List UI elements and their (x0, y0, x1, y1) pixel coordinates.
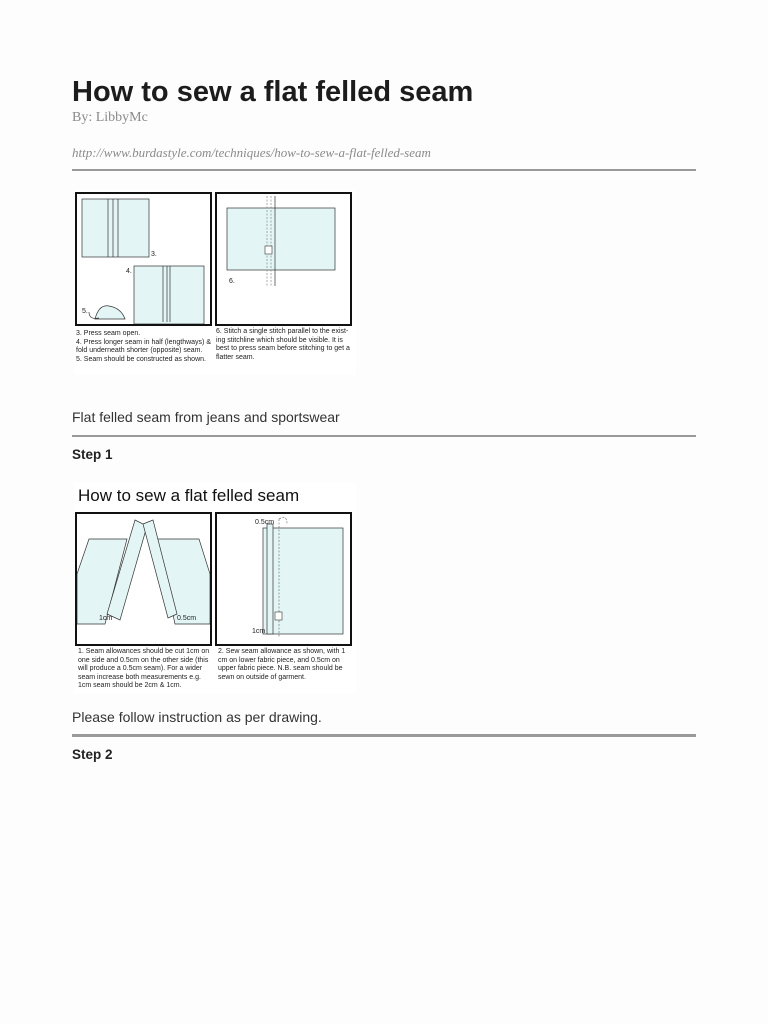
figure-text-step-2: 2. Sew seam allowance as shown, with 1 cm on lower fabric piece, and 0.5cm on upper fabric piece. N.B. seam should be sewn on outside of garment. (218, 648, 346, 681)
step-1-heading: Step 1 (72, 447, 113, 462)
figure-text-steps-3-5: 3. Press seam open. 4. Press longer seam in half (lengthways) & fold underneath shorter (opposite) seam. 5. Seam should be constructed as shown. (76, 330, 212, 363)
figure-panel-step-6 (215, 192, 352, 326)
figure-step-1 (74, 482, 356, 694)
label-step5: 5. (82, 308, 88, 315)
page-title: How to sew a flat felled seam (72, 76, 474, 108)
label-step3: 3. (151, 251, 157, 258)
divider (72, 435, 696, 437)
divider (72, 734, 696, 737)
figure-panel-steps-3-5 (75, 192, 212, 326)
label-step4: 4. (126, 268, 132, 275)
label-1cm: 1cm (252, 628, 266, 635)
label-step6: 6. (229, 278, 235, 285)
label-0-5cm: 0.5cm (255, 519, 275, 526)
caption-figure-1: Flat felled seam from jeans and sportswear (72, 409, 340, 425)
figure-heading: How to sew a flat felled seam (78, 486, 300, 505)
author-byline: By: LibbyMc (72, 110, 148, 125)
figure-text-step-1: 1. Seam allowances should be cut 1cm on one side and 0.5cm on the other side (this will produce a 0.5cm seam). For a wider seam increase both measurements e.g. 1cm seam should be 2cm & 1cm. (78, 648, 210, 690)
figure-text-step-6: 6. Stitch a single stitch parallel to the exist- ing stitchline which should be visible. It is best to press seam before stitching to get a flatter seam. (216, 328, 350, 361)
sew-allowance-illustration (217, 514, 350, 644)
caption-step-1: Please follow instruction as per drawing. (72, 709, 322, 725)
figure-steps-3-6 (74, 190, 356, 375)
source-url: http://www.burdastyle.com/techniques/how-to-sew-a-flat-felled-seam (72, 145, 431, 160)
step-2-heading: Step 2 (72, 747, 113, 762)
label-1cm: 1cm (99, 615, 113, 622)
label-0-5cm: 0.5cm (177, 615, 197, 622)
figure-panel-step-1 (75, 512, 212, 646)
stitch-illustration (217, 194, 350, 324)
seam-press-illustration (77, 194, 210, 324)
figure-panel-step-2 (215, 512, 352, 646)
divider (72, 169, 696, 171)
seam-allowance-illustration (77, 514, 210, 644)
